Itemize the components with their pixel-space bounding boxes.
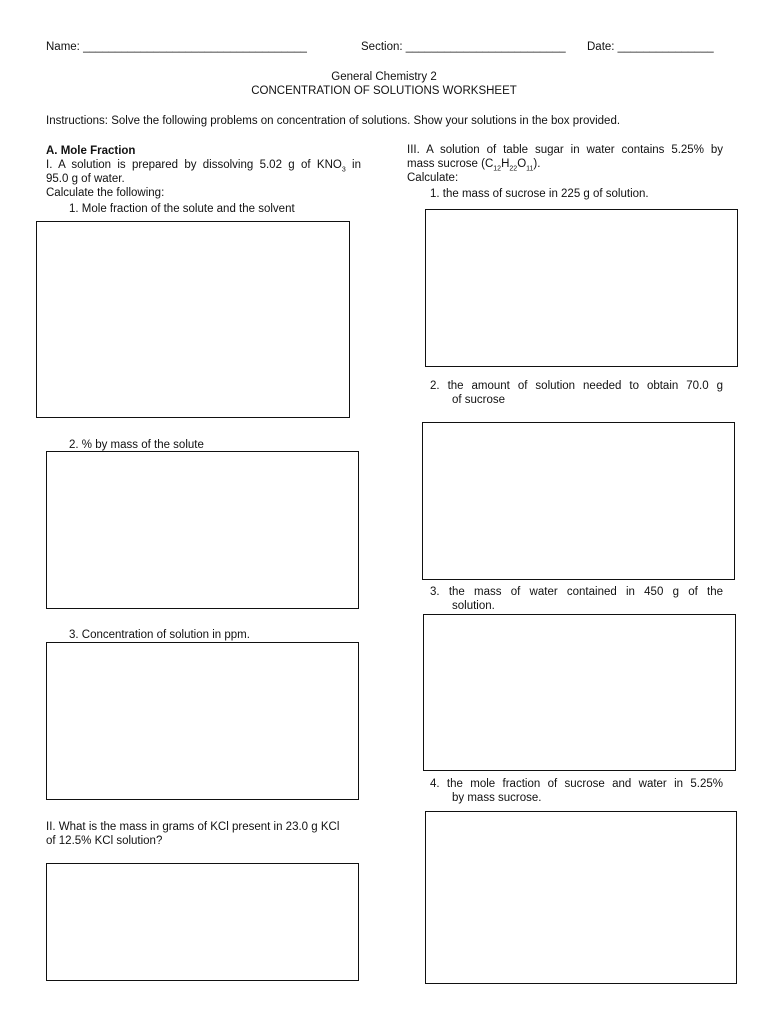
answer-box-3-2[interactable] (422, 422, 735, 580)
answer-box-2[interactable] (46, 863, 359, 981)
problem-2-line-1: II. What is the mass in grams of KCl present in 23.0 g KCl (46, 821, 340, 833)
problem-2-line-2: of 12.5% KCl solution? (46, 835, 163, 847)
problem-3-line-1: III. A solution of table sugar in water contains 5.25% by (407, 144, 723, 156)
question-1-2: 2. % by mass of the solute (69, 439, 204, 451)
instructions-text: Instructions: Solve the following problems on concentration of solutions. Show your solutions in the box provided. (46, 115, 621, 127)
question-3-1: 1. the mass of sucrose in 225 g of solution. (430, 188, 649, 200)
answer-box-3-4[interactable] (425, 811, 737, 984)
calculate-following-label: Calculate the following: (46, 187, 165, 199)
problem-1-line-2: 95.0 g of water. (46, 173, 125, 185)
section-field-label: Section: _________________________ (361, 41, 566, 53)
calculate-label: Calculate: (407, 172, 459, 184)
question-3-3-line-2: solution. (452, 600, 495, 612)
date-field-label: Date: _______________ (587, 41, 714, 53)
answer-box-3-1[interactable] (425, 209, 738, 367)
name-field-label: Name: ___________________________________ (46, 41, 307, 53)
question-1-1: 1. Mole fraction of the solute and the solvent (69, 203, 295, 215)
answer-box-3-3[interactable] (423, 614, 736, 771)
question-3-4-line-2: by mass sucrose. (452, 792, 542, 804)
section-a-heading: A. Mole Fraction (46, 145, 136, 157)
question-3-2-line-1: 2. the amount of solution needed to obtain 70.0 g (430, 380, 723, 392)
problem-1-line-1: I. A solution is prepared by dissolving 5.02 g of $KNO_3$ in (46, 159, 361, 174)
question-3-2-line-2: of sucrose (452, 394, 506, 406)
question-3-3-line-1: 3. the mass of water contained in 450 g of the (430, 586, 723, 598)
worksheet-title: CONCENTRATION OF SOLUTIONS WORKSHEET (251, 85, 517, 97)
course-title: General Chemistry 2 (331, 71, 437, 83)
problem-3-line-2: mass sucrose $(C_{12}H_{22}O_{11})$. (407, 158, 541, 173)
answer-box-1-3[interactable] (46, 642, 359, 800)
question-1-3: 3. Concentration of solution in ppm. (69, 629, 250, 641)
answer-box-1-1[interactable] (36, 221, 350, 418)
answer-box-1-2[interactable] (46, 451, 359, 609)
question-3-4-line-1: 4. the mole fraction of sucrose and water in 5.25% (430, 778, 723, 790)
